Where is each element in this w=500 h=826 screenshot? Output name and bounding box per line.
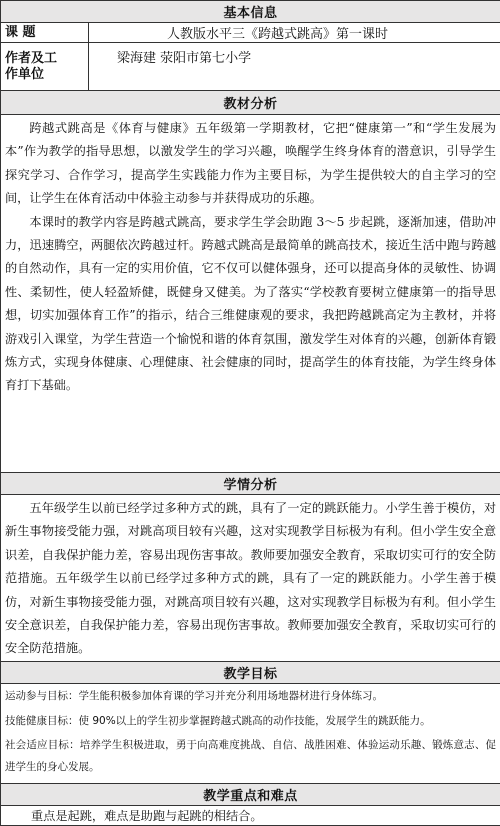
textbook-analysis-body	[1, 115, 500, 473]
key-points-text: 重点是起跳，难点是助跑与起跳的相结合。	[1, 805, 500, 825]
topic-value: 人教版水平三《跨越式跳高》第一课时	[89, 23, 500, 43]
textbook-analysis-paragraph-2: 本课时的教学内容是跨越式跳高，要求学生学会助跑 3～5 步起跳，逐渐加速，借助冲力，迅速腾空，两腿依次跨越过杆。跨越式跳高是最简单的跳高技术，接近生活中跑与跨越的自然动作，具有一定的实用价值，它不仅可以健体强身，还可以提高身体的灵敏性、协调性、柔韧性，使人轻盈矫健，既健身又健美。为了落实“学校教育要树立健康第一的指导思想，切实加强体育工作”的指示，结合三维健康观的要求，我把跨越跳高定为主教材，并将游戏引入课堂，为学生营造一个愉悦和谐的体育氛围，激发学生对体育的兴趣，创新体育锻炼方式，实现身体健康、心理健康、社会健康的同时，提高学生的体育技能，为学生终身体育打下基础。	[1, 211, 500, 398]
textbook-analysis-heading: 教材分析	[1, 91, 500, 115]
author-label-line-1: 作者及工	[5, 51, 88, 67]
author-value: 梁海建 荥阳市第七小学	[89, 43, 500, 91]
teaching-goals-heading: 教学目标	[1, 661, 500, 683]
basic-info-heading: 基本信息	[1, 1, 500, 23]
teaching-goals-body	[1, 683, 500, 783]
textbook-analysis-paragraph-1: 跨越式跳高是《体育与健康》五年级第一学期教材，它把“健康第一”和“学生发展为本”作为教学的指导思想，以激发学生的学习兴趣，唤醒学生终身体育的潜意识，引导学生探究学习、合作学习，提高学生实践能力作为主要目标，为学生提供较大的自主学习的空间，让学生在体育活动中体验主动参与并获得成功的乐趣。	[1, 117, 500, 211]
student-analysis-body	[1, 495, 500, 662]
goal-skill: 技能健康目标：使 90%以上的学生初步掌握跨越式跳高的动作技能，发展学生的跳跃能力。	[1, 709, 500, 734]
goal-social: 社会适应目标：培养学生积极进取，勇于向高难度挑战、自信、战胜困难、体验运动乐趣、锻炼意志、促进学生的身心发展。	[1, 734, 500, 778]
student-analysis-paragraph: 五年级学生以前已经学过多种方式的跳，具有了一定的跳跃能力。小学生善于模仿，对新生事物接受能力强，对跳高项目较有兴趣，这对实现教学目标极为有利。但小学生安全意识差，自我保护能力差，容易出现伤害事故。教师要加强安全教育，采取切实可行的安全防范措施。五年级学生以前已经学过多种方式的跳，具有了一定的跳跃能力。小学生善于模仿，对新生事物接受能力强，对跳高项目较有兴趣，这对实现教学目标极为有利。但小学生安全意识差，自我保护能力差，容易出现伤害事故。教师要加强安全教育，采取切实可行的安全防范措施。	[1, 497, 500, 661]
author-label-line-2: 作单位	[5, 67, 88, 83]
student-analysis-heading: 学情分析	[1, 473, 500, 495]
goal-participation: 运动参与目标：学生能积极参加体育课的学习并充分利用场地器材进行身体练习。	[1, 684, 500, 709]
key-points-heading: 教学重点和难点	[1, 783, 500, 805]
topic-label: 课 题	[1, 23, 89, 43]
author-label	[1, 43, 89, 91]
